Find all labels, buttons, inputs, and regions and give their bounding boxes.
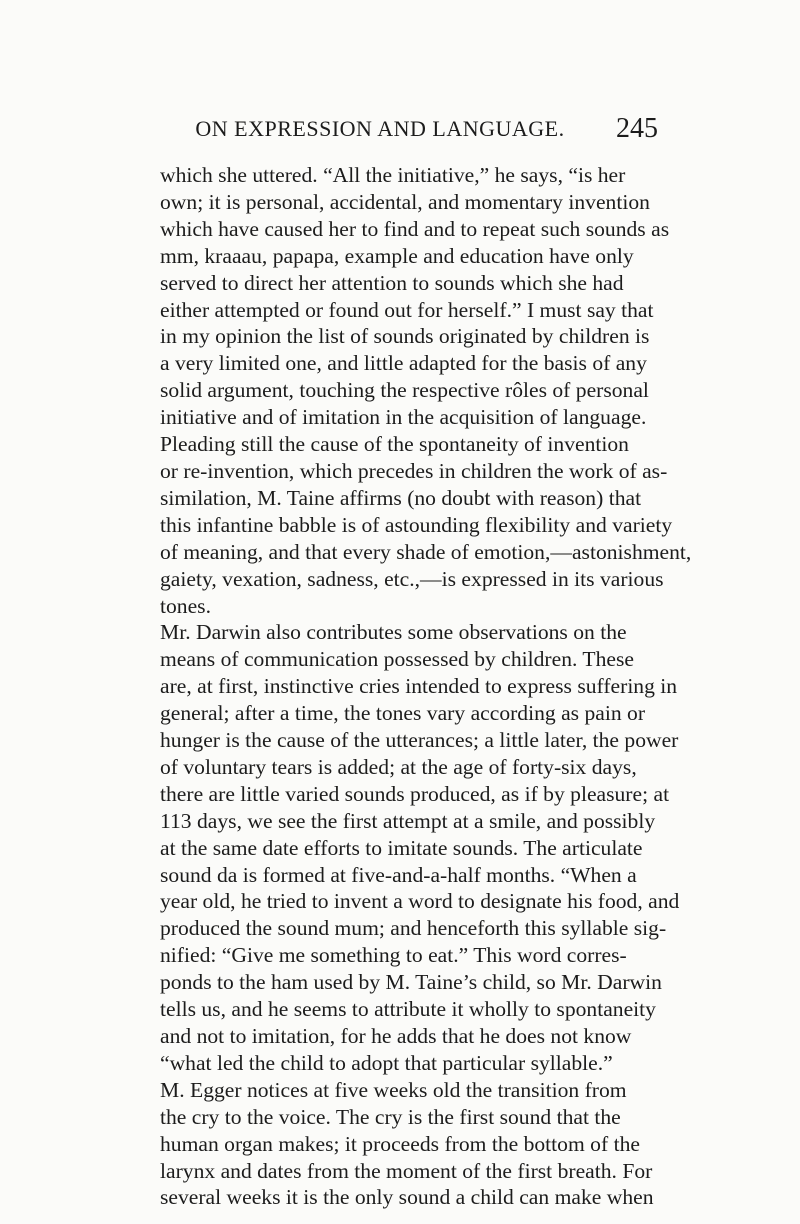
text-line: there are little varied sounds produced, as if by pleasure; at <box>160 781 670 806</box>
paragraph <box>160 162 670 431</box>
text-line: M. Egger notices at five weeks old the transition from <box>160 1077 627 1102</box>
text-line: human organ makes; it proceeds from the bottom of the <box>160 1131 640 1156</box>
text-line: Mr. Darwin also contributes some observations on the <box>160 620 627 645</box>
running-head: ON EXPRESSION AND LANGUAGE. <box>195 116 565 141</box>
text-line: produced the sound mum; and henceforth this syllable sig- <box>160 916 667 941</box>
text-line: 113 days, we see the first attempt at a smile, and possibly <box>160 808 656 833</box>
text-line: “what led the child to adopt that particular syllable.” <box>160 1050 613 1075</box>
text-line: own; it is personal, accidental, and momentary invention <box>160 189 650 214</box>
paragraph <box>160 431 692 619</box>
paragraph <box>160 619 680 1076</box>
text-line: similation, M. Taine affirms (no doubt with reason) that <box>160 485 642 510</box>
text-line: sound da is formed at five-and-a-half months. “When a <box>160 862 637 887</box>
text-line: and not to imitation, for he adds that he does not know <box>160 1024 632 1048</box>
text-line: Pleading still the cause of the spontaneity of invention <box>160 432 629 457</box>
text-line: in my opinion the list of sounds originated by children is <box>160 324 650 349</box>
text-line: of meaning, and that every shade of emotion,—astonishment, <box>160 539 692 564</box>
body-text <box>160 162 692 1211</box>
text-line: this infantine babble is of astounding flexibility and variety <box>160 512 673 537</box>
text-line: at the same date efforts to imitate sounds. The articulate <box>160 835 643 860</box>
text-line: means of communication possessed by children. These <box>160 647 634 672</box>
text-line: general; after a time, the tones vary according as pain or <box>160 701 646 726</box>
text-line: either attempted or found out for herself.” I must say that <box>160 297 654 322</box>
text-line: initiative and of imitation in the acquisition of language. <box>160 405 647 430</box>
text-line: ponds to the ham used by M. Taine’s child, so Mr. Darwin <box>160 970 662 995</box>
paragraph <box>160 1077 654 1212</box>
text-line: which have caused her to find and to repeat such sounds as <box>160 216 670 241</box>
text-line: mm, kraaau, papapa, example and education have only <box>160 243 634 268</box>
page-number: 245 <box>616 113 658 144</box>
text-line: of voluntary tears is added; at the age of forty-six days, <box>160 754 637 779</box>
text-line: nified: “Give me something to eat.” This word corres- <box>160 943 627 968</box>
text-line: which she uttered. “All the initiative,” he says, “is her <box>160 163 626 187</box>
text-line: year old, he tried to invent a word to designate his food, and <box>160 889 680 914</box>
text-line: hunger is the cause of the utterances; a little later, the power <box>160 728 679 753</box>
text-line: served to direct her attention to sounds which she had <box>160 270 624 295</box>
text-line: a very limited one, and little adapted for the basis of any <box>160 351 647 376</box>
text-line: the cry to the voice. The cry is the first sound that the <box>160 1104 621 1129</box>
text-line: several weeks it is the only sound a child can make when <box>160 1185 654 1210</box>
text-line: are, at first, instinctive cries intended to express suffering in <box>160 674 678 699</box>
text-line: larynx and dates from the moment of the first breath. For <box>160 1158 653 1183</box>
text-line: tones. <box>160 593 211 618</box>
text-line: or re-invention, which precedes in children the work of as- <box>160 458 668 483</box>
text-line: tells us, and he seems to attribute it wholly to spontaneity <box>160 997 656 1022</box>
text-line: solid argument, touching the respective rôles of personal <box>160 378 649 403</box>
text-line: gaiety, vexation, sadness, etc.,—is expressed in its various <box>160 566 664 591</box>
